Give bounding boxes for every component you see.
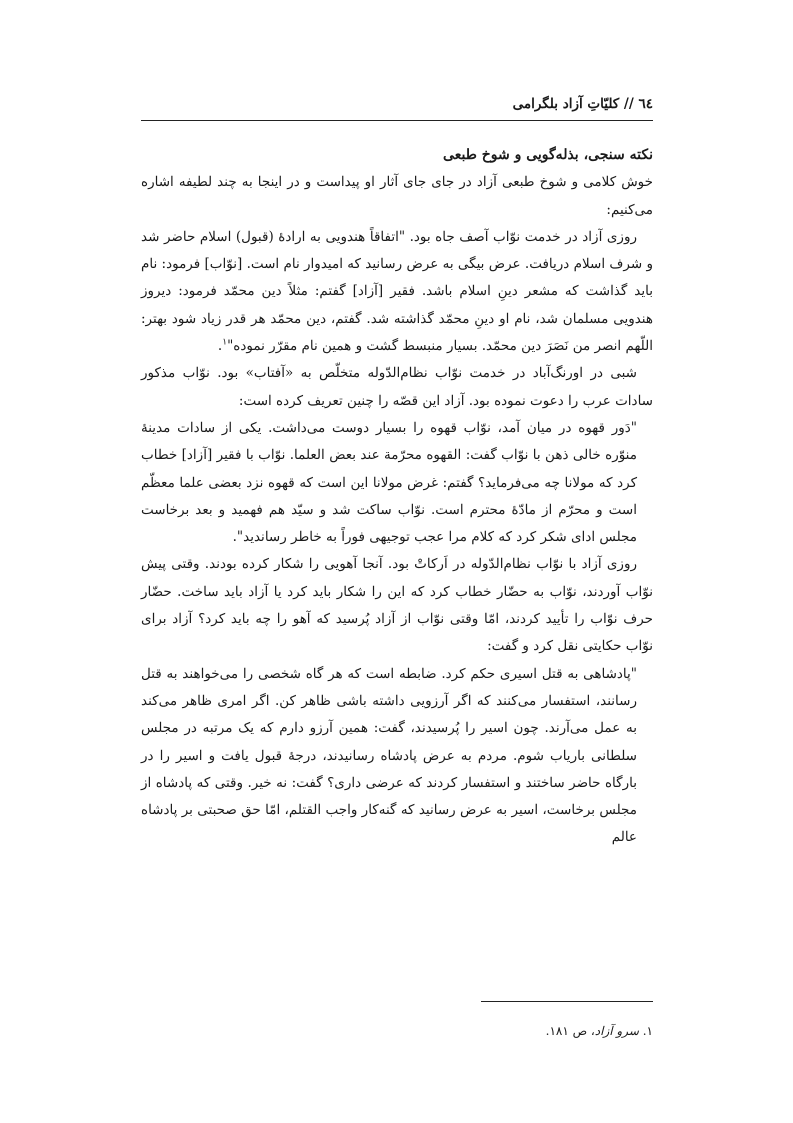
paragraph-anecdote-1-text: روزی آزاد در خدمت نوّاب آصف جاه بود. "اتفاقاً هندویی به ارادهٔ (قبول) اسلام حاضر شد و شرف اسلام دریافت. عرض بیگی به عرض رسانید که امیدوار نام است. [نوّاب] فرمود: نام باید گذاشت که مشعر دینِ اسلام باشد. فقیر [آزاد] گفتم: مثلاً دین محمّد فرمود: دیروز هندویی مسلمان شد، نام او دینِ محمّد گذاشته شد. گفتم، دین محمّد هر قدر زیاد شود بهتر: اللّهم انصر من نَصَرَ دین محمّد. بسیار منبسط گشت و همین نام مقرّر نموده"	[141, 228, 653, 355]
footnote-source: سرو آزاد	[594, 1024, 639, 1038]
footnote-page-ref: ، ص ١٨١.	[545, 1024, 595, 1038]
paragraph-anecdote-1: روزی آزاد در خدمت نوّاب آصف جاه بود. "اتفاقاً هندویی به ارادهٔ (قبول) اسلام حاضر شد و شرف اسلام دریافت. عرض بیگی به عرض رسانید که امیدوار نام است. [نوّاب] فرمود: نام باید گذاشت که مشعر دینِ اسلام باشد. فقیر [آزاد] گفتم: مثلاً دین محمّد فرمود: دیروز هندویی مسلمان شد، نام او دینِ محمّد گذاشته شد. گفتم، دین محمّد هر قدر زیاد شود بهتر: اللّهم انصر من نَصَرَ دین محمّد. بسیار منبسط گشت و همین نام مقرّر نموده"$^١$.	[141, 228, 653, 355]
quote-block-1: "دَور قهوه در میان آمد، نوّاب قهوه را بسیار دوست می‌داشت. یکی از سادات مدینهٔ منوّره خالی ذهن با نوّاب گفت: القهوه محرّمة عند بعض العلما. نوّاب با فقیر [آزاد] خطاب کرد که مولانا چه می‌فرماید؟ گفتم: غرض مولانا این است که قهوه نزد بعضی علما معظّم است و محرّم از مادّهٔ محترم است. نوّاب ساکت شد و سیّد هم فهمید و بعد برخاست مجلس ادای شکر کرد که کلام مرا عجب توجیهی فوراً به خاطر رساندید".	[141, 419, 637, 546]
footnote-rule	[481, 1001, 653, 1002]
section-title: نکته سنجی، بذله‌گویی و شوخ طبعی	[443, 147, 653, 163]
running-head: ٦٤ // کلیّاتِ آزاد بلگرامی	[512, 96, 653, 112]
quote-block-2: "پادشاهی به قتل اسیری حکم کرد. ضابطه است که هر گاه شخصی را می‌خواهند به قتل رسانند، استفسار می‌کنند که اگر آرزویی داشته باشی ظاهر کن. اگر امری ظاهر می‌کند به عمل می‌آرند. چون اسیر را پُرسیدند، گفت: همین آرزو دارم که یک مرتبه در مجلس سلطانی باریاب شوم. مردم به عرض پادشاه رسانیدند، درجهٔ قبول یافت و اسیر را در بارگاه حاضر ساختند و استفسار کردند که عرضی داری؟ گفت: نه خیر. وقتی که پادشاه از مجلس برخاست، اسیر به عرض رسانید که گنه‌کار واجب القتلم، امّا حق صحبتی بر پادشاه عالم	[141, 665, 637, 846]
header-rule	[141, 120, 653, 121]
paragraph-anecdote-3: روزی آزاد با نوّاب نظام‌الدّوله در اَرکاتْ بود. آنجا آهویی را شکار کرده بودند. وقتی پیش نوّاب آوردند، نوّاب به حضّار خطاب کرد که این را شکار باید کرد یا آزاد باید ساخت. حضّار حرف نوّاب را تأیید کردند، امّا وقتی نوّاب از آزاد پُرسید که آهو را چه باید کرد؟ آزاد برای نوّاب حکایتی نقل کرد و گفت:	[141, 556, 653, 655]
body-text	[141, 142, 653, 852]
paragraph-intro: خوش کلامی و شوخ طبعی آزاد در جای جای آثار او پیداست و در اینجا به چند لطیفه اشاره می‌کنیم:	[141, 174, 653, 218]
paragraph-anecdote-2: شبی در اورنگ‌آباد در خدمت نوّاب نظام‌الدّوله متخلّص به «آفتاب» بود. نوّاب مذکور سادات عرب را دعوت نموده بود. آزاد این قصّه را چنین تعریف کرده است:	[141, 365, 653, 409]
footnote-marker: ١	[222, 337, 228, 348]
footnote	[141, 1022, 653, 1040]
footnote-number: ١.	[642, 1024, 653, 1038]
